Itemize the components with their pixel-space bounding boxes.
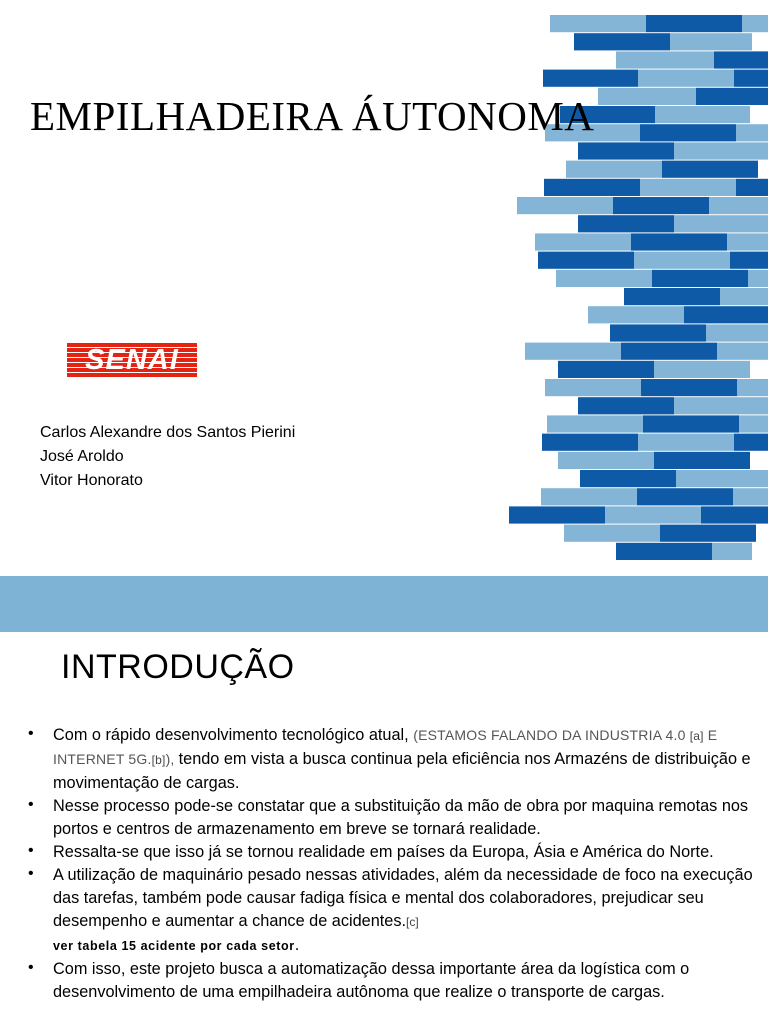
brick [624,288,720,305]
bullet-item [28,864,758,958]
reference-marker: [b] [151,753,166,767]
brick [646,15,742,32]
brick [610,324,706,341]
brick [674,142,768,159]
brick [616,51,714,68]
author-name: Carlos Alexandre dos Santos Pierini [40,424,296,441]
brick [535,233,631,250]
author-name: Vitor Honorato [40,472,143,489]
brick [556,270,652,287]
brick [613,197,709,214]
brick [564,525,660,542]
brick [727,233,768,250]
logo-wordmark: SENAI [85,344,179,376]
brick [574,33,670,50]
table-note: ver tabela 15 acidente por cada setor [53,939,295,953]
brick [641,379,737,396]
brick [558,452,654,469]
brick [638,70,734,87]
bullet-item [28,958,758,1004]
brick [654,452,750,469]
brick [674,215,768,232]
brick [543,70,638,87]
presentation-title: EMPILHADEIRA ÁUTONOMA [30,93,595,139]
brick [717,343,768,360]
bullet-item [28,841,758,864]
reference-marker: [c] [406,915,419,929]
bullet-text: tendo em vista a busca continua pela eficiência nos Armazéns de distribuição e movimentação de cargas. [53,750,751,792]
bullet-item [28,795,758,841]
bullet-text: . [294,936,300,954]
brick [547,415,643,432]
bullet-text: A utilização de maquinário pesado nessas atividades, além da necessidade de foco na execução das tarefas, também pode causar fadiga física e mental dos colaboradores, prejudicar seu desempenho e aumentar a chance de acidentes. [53,866,753,930]
brick [684,306,768,323]
author-name: José Aroldo [40,448,124,465]
brick [509,506,605,523]
brick [736,124,768,141]
brick [616,543,712,560]
brick [631,233,727,250]
brick [733,488,768,505]
brick [578,215,674,232]
brick [538,252,634,269]
brick [621,343,717,360]
parenthetical-text: E INTERNET 5G. [53,727,718,767]
brick [638,434,734,451]
brick [662,161,758,178]
brick [654,361,750,378]
introduction-slide [0,632,768,1024]
bullet-text: Com isso, este projeto busca a automatização dessa importante área da logística com o desenvolvimento de uma empilhadeira autônoma que realize o transporte de cargas. [53,960,690,1001]
brick [737,379,768,396]
author-list [40,421,295,493]
brick [643,415,739,432]
brick [652,270,748,287]
brick [550,15,646,32]
brick [720,288,768,305]
brick [542,434,638,451]
brick [541,488,637,505]
brick [637,488,733,505]
brick [640,179,736,196]
brick [696,88,768,105]
brick [578,142,674,159]
slide-separator-band [0,576,768,632]
brick [748,270,768,287]
bullet-item [28,724,758,795]
brick [517,197,613,214]
brick [558,361,654,378]
brick [712,543,752,560]
bullet-list [28,724,758,1004]
brick [734,434,768,451]
brick [730,252,768,269]
brick [580,470,676,487]
brick [578,397,674,414]
brick [676,470,768,487]
brick [605,506,701,523]
parenthetical-text: ), [165,751,179,767]
brick [634,252,730,269]
bullet-text: Com o rápido desenvolvimento tecnológico atual, [53,726,414,744]
brick [736,179,768,196]
brick [714,51,768,68]
brick [734,70,768,87]
brick [588,306,684,323]
brick [706,324,768,341]
brick [525,343,621,360]
brick [544,179,640,196]
bullet-text: Ressalta-se que isso já se tornou realidade em países da Europa, Ásia e América do Norte. [53,843,714,861]
reference-marker: [a] [689,729,704,743]
parenthetical-text: (ESTAMOS FALANDO DA INDUSTRIA 4.0 [413,727,690,743]
brick [566,161,662,178]
brick [674,397,768,414]
brick [739,415,768,432]
brick [701,506,768,523]
brick [545,379,641,396]
brick [742,15,768,32]
brick [660,525,756,542]
brick [655,106,750,123]
brick [640,124,736,141]
bullet-text: Nesse processo pode-se constatar que a substituição da mão de obra por maquina remotas nos portos e centros de armazenamento em breve se tornará realidade. [53,797,749,838]
brick [709,197,768,214]
brick [598,88,696,105]
senai-logo [67,343,197,377]
section-title: INTRODUÇÃO [61,648,295,686]
brick [670,33,752,50]
